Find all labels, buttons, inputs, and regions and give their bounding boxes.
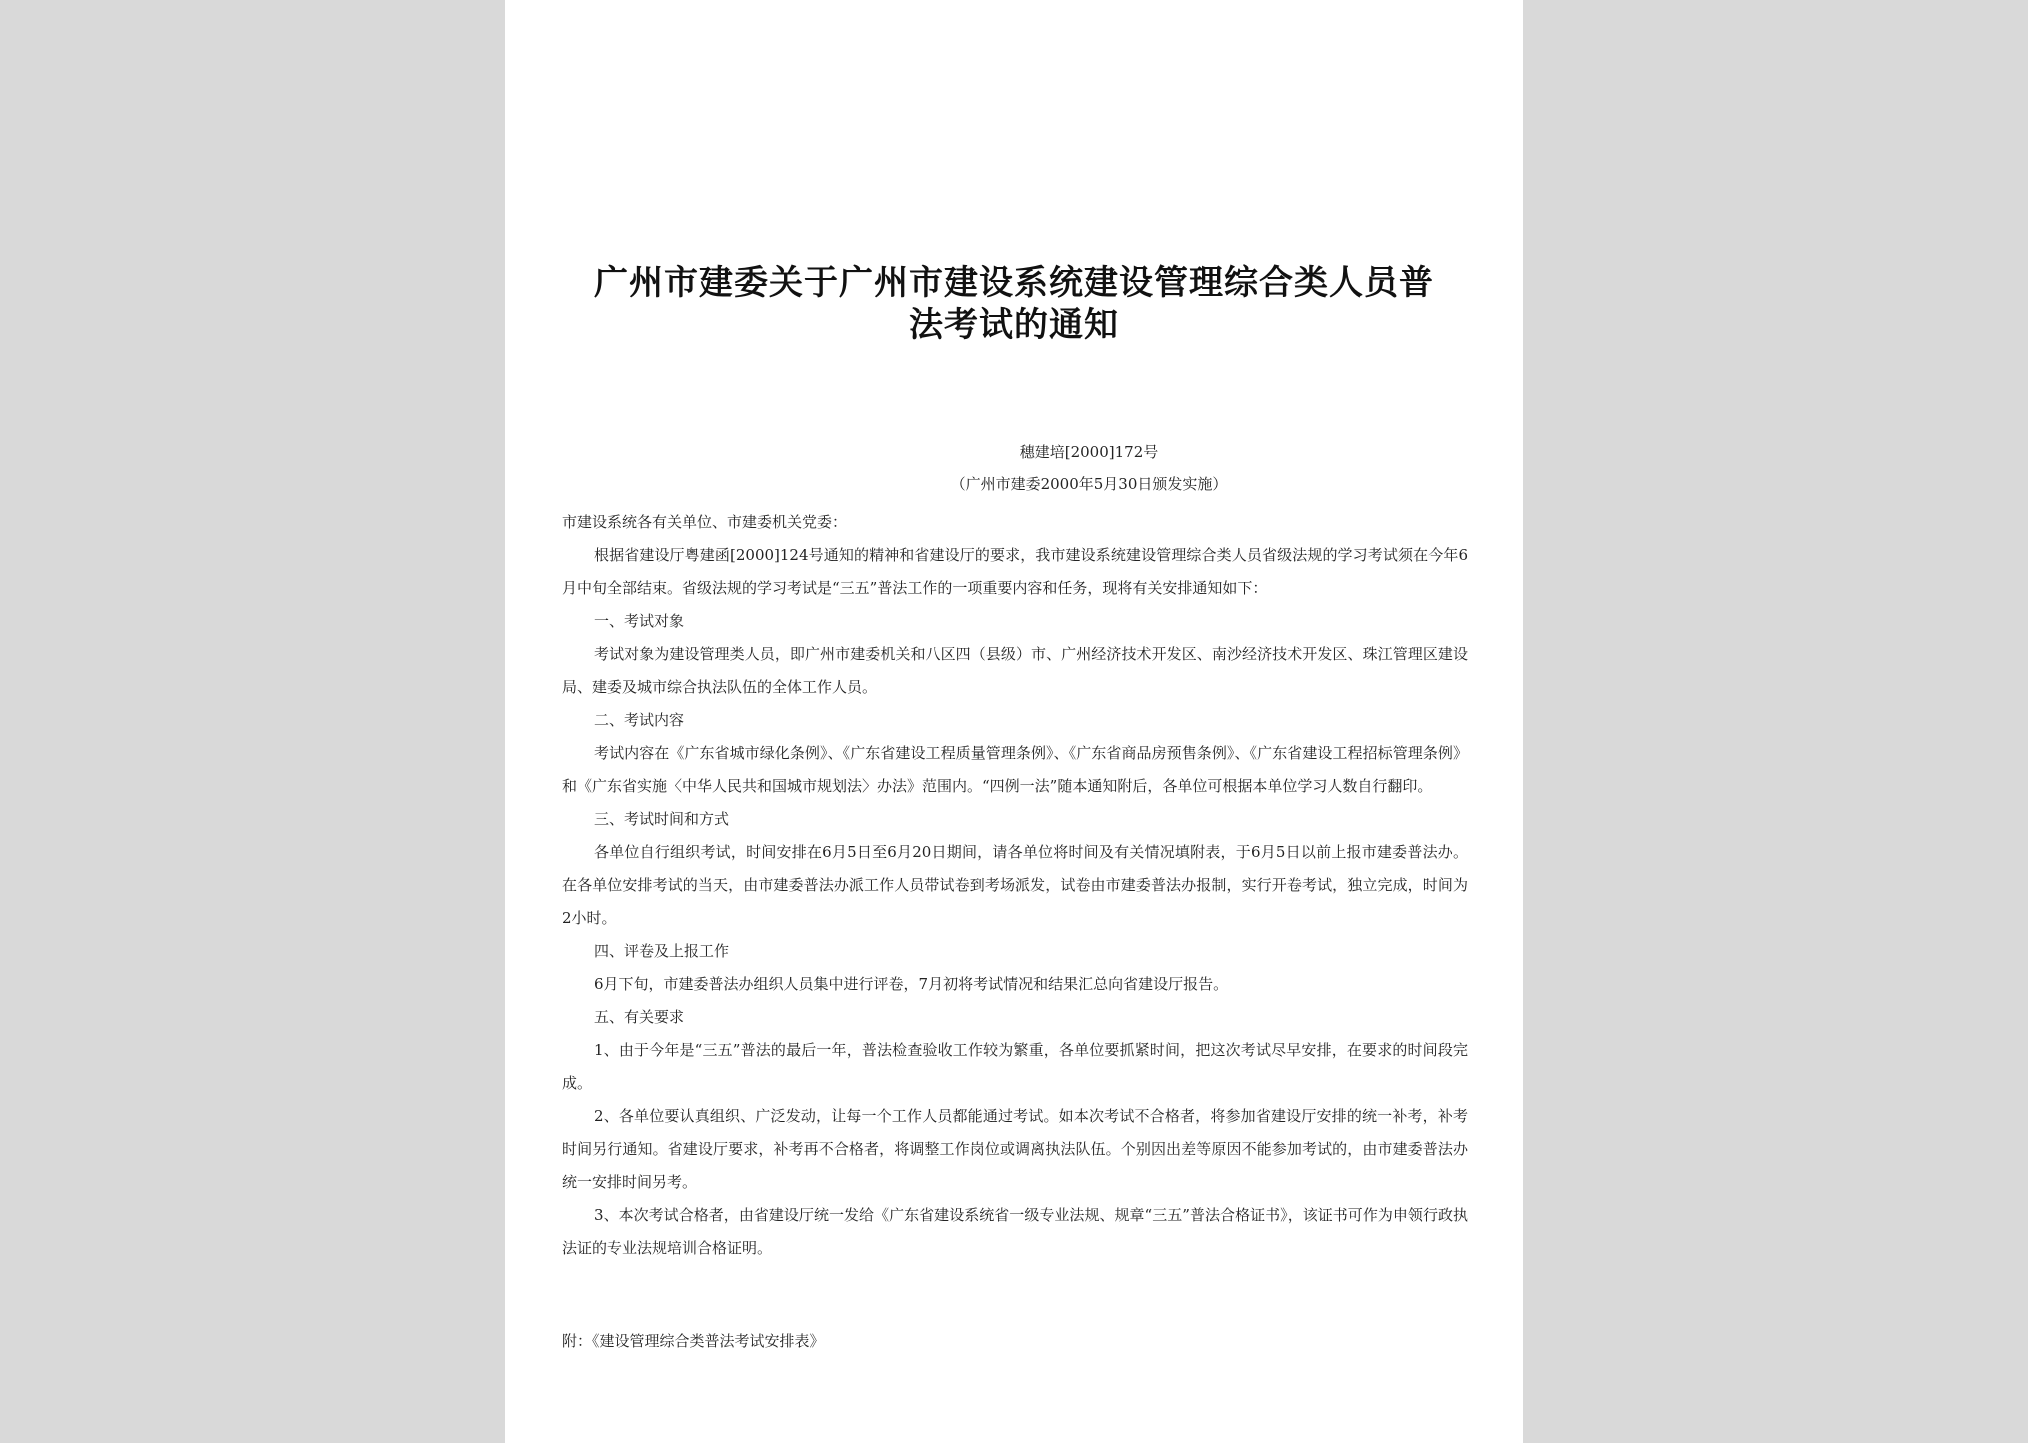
section-4-heading: 四、评卷及上报工作 xyxy=(594,942,730,960)
section-3-text: 各单位自行组织考试，时间安排在6月5日至6月20日期间，请各单位将时间及有关情况填附表，于6月5日以前上报市建委普法办。在各单位安排考试的当天，由市建委普法办派工作人员带试卷到考场派发，试卷由市建委普法办报制，实行开卷考试，独立完成，时间为2小时。 xyxy=(562,843,1468,927)
title-line-1: 广州市建委关于广州市建设系统建设管理综合类人员普 xyxy=(594,263,1434,303)
salutation: 市建设系统各有关单位、市建委机关党委： xyxy=(562,513,848,531)
intro-paragraph: 根据省建设厅粤建函[2000]124号通知的精神和省建设厅的要求，我市建设系统建设管理综合类人员省级法规的学习考试须在今年6月中旬全部结束。省级法规的学习考试是“三五”普法工作的一项重要内容和任务，现将有关安排通知如下： xyxy=(562,546,1468,597)
section-1-heading: 一、考试对象 xyxy=(594,612,685,630)
section-1-text: 考试对象为建设管理类人员，即广州市建委机关和八区四（县级）市、广州经济技术开发区、南沙经济技术开发区、珠江管理区建设局、建委及城市综合执法队伍的全体工作人员。 xyxy=(562,645,1468,696)
title-line-2: 法考试的通知 xyxy=(909,305,1119,345)
document-number: 穗建培[2000]172号 xyxy=(1019,443,1159,461)
section-5-item-1: 1、由于今年是“三五”普法的最后一年，普法检查验收工作较为繁重，各单位要抓紧时间，把这次考试尽早安排，在要求的时间段完成。 xyxy=(562,1041,1468,1092)
section-2-text: 考试内容在《广东省城市绿化条例》、《广东省建设工程质量管理条例》、《广东省商品房预售条例》、《广东省建设工程招标管理条例》和《广东省实施〈中华人民共和国城市规划法〉办法》范围内。“四例一法”随本通知附后，各单位可根据本单位学习人数自行翻印。 xyxy=(562,744,1468,795)
section-5-item-2: 2、各单位要认真组织、广泛发动，让每一个工作人员都能通过考试。如本次考试不合格者，将参加省建设厅安排的统一补考，补考时间另行通知。省建设厅要求，补考再不合格者，将调整工作岗位或调离执法队伍。个别因出差等原因不能参加考试的，由市建委普法办统一安排时间另考。 xyxy=(562,1107,1468,1191)
section-5-item-3: 3、本次考试合格者，由省建设厅统一发给《广东省建设系统省一级专业法规、规章“三五”普法合格证书》，该证书可作为申领行政执法证的专业法规培训合格证明。 xyxy=(562,1206,1468,1257)
attachment-note: 附：《建设管理综合类普法考试安排表》 xyxy=(562,1332,825,1350)
document-page xyxy=(505,0,1523,1443)
page-title xyxy=(555,262,1473,346)
issue-date-note: （广州市建委2000年5月30日颁发实施） xyxy=(950,475,1228,493)
section-4-text: 6月下旬，市建委普法办组织人员集中进行评卷，7月初将考试情况和结果汇总向省建设厅报告。 xyxy=(594,975,1229,993)
section-2-heading: 二、考试内容 xyxy=(594,711,685,729)
document-body xyxy=(562,506,1468,1265)
section-5-heading: 五、有关要求 xyxy=(594,1008,685,1026)
section-3-heading: 三、考试时间和方式 xyxy=(594,810,730,828)
